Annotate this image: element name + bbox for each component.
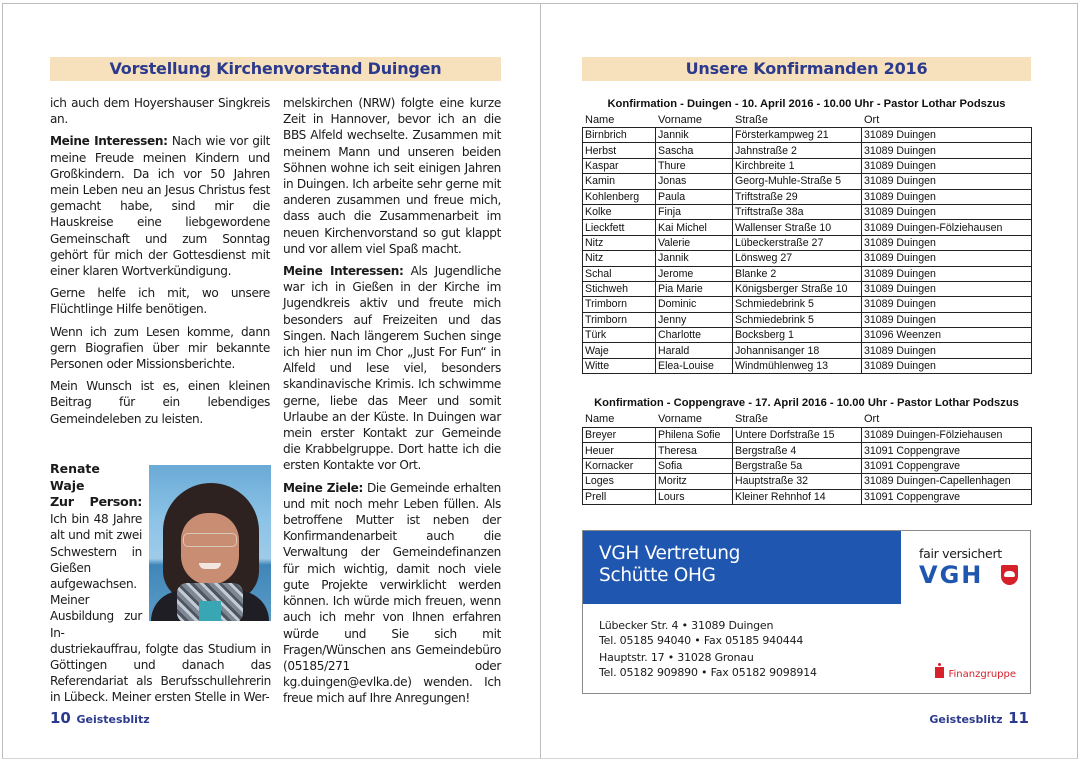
table-cell: Bergstraße 4 <box>733 443 862 458</box>
table-cell: Jerome <box>656 266 733 281</box>
table-duingen <box>582 127 1032 374</box>
table-cell: 31089 Duingen <box>862 343 1032 358</box>
table-row <box>583 343 1032 358</box>
table-cell: Jannik <box>656 128 733 143</box>
horse-shield-icon <box>1001 565 1018 585</box>
table-cell: 31089 Duingen-Fölziehausen <box>862 220 1032 235</box>
table-row <box>583 489 1032 504</box>
table-cell: 31089 Duingen <box>862 312 1032 327</box>
table-cell: Harald <box>656 343 733 358</box>
table-cell: 31089 Duingen <box>862 251 1032 266</box>
section-header-konfirmanden: Unsere Konfirmanden 2016 <box>582 57 1031 81</box>
table-cell: Witte <box>583 358 656 373</box>
table-cell: Paula <box>656 189 733 204</box>
table-cell: Lübeckerstraße 27 <box>733 235 862 250</box>
profile-text-narrow <box>50 494 142 641</box>
table-row <box>583 328 1032 343</box>
article-column-2 <box>283 95 501 713</box>
table-cell: 31089 Duingen-Capellenhagen <box>862 474 1032 489</box>
table-cell: Moritz <box>656 474 733 489</box>
table-cell: Kornacker <box>583 458 656 473</box>
table-cell: Jannik <box>656 251 733 266</box>
table-cell: Trimborn <box>583 312 656 327</box>
table-row <box>583 428 1032 443</box>
table-row <box>583 358 1032 373</box>
table-cell: Georg-Muhle-Straße 5 <box>733 174 862 189</box>
table-cell: Prell <box>583 489 656 504</box>
table-cell: Kaspar <box>583 158 656 173</box>
paragraph: Mein Wunsch ist es, einen kleinen Beitrag für ein lebendiges Gemeindeleben zu leisten. <box>50 379 270 426</box>
table-cell: Thure <box>656 158 733 173</box>
column-header: Vorname <box>658 114 703 126</box>
table-row <box>583 204 1032 219</box>
label-interests: Meine Interessen: <box>283 264 404 279</box>
label-goals: Meine Ziele: <box>283 480 363 495</box>
table-cell: Nitz <box>583 235 656 250</box>
table-cell: Charlotte <box>656 328 733 343</box>
table-row <box>583 266 1032 281</box>
table-cell: Theresa <box>656 443 733 458</box>
paragraph-interests <box>283 263 501 474</box>
table-cell: 31091 Coppengrave <box>862 489 1032 504</box>
paragraph-interests <box>50 133 270 279</box>
table-cell: 31096 Weenzen <box>862 328 1032 343</box>
sparkasse-s-icon <box>935 667 944 678</box>
vgh-logo: VGH <box>919 561 984 589</box>
ad-address-line: Hauptstr. 17 • 31028 Gronau <box>599 651 754 664</box>
paragraph-text: Die Gemeinde erhalten und mit noch mehr Leben füllen. Als betroffene Mutter ist neben der Konfirmandenarbeit auch die Verwaltung der Gemeindefinanzen für mich wichtig, damit noch viele gute Projekte verwirklicht werden können. Ich würde mich freuen, wenn auch ich mehr von Ihnen erfahren würde und Sie sich mit Fragen/Wünschen ans Gemeindebüro (05185/271 oder kg.duingen@evlka.de) wenden. Ich freue mich auf Ihre Anregungen! <box>283 480 501 706</box>
table-cell: Triftstraße 29 <box>733 189 862 204</box>
table-cell: Finja <box>656 204 733 219</box>
label-interests: Meine Interessen: <box>50 134 168 149</box>
table-cell: 31089 Duingen <box>862 143 1032 158</box>
table-cell: 31089 Duingen-Fölziehausen <box>862 428 1032 443</box>
table-cell: Lours <box>656 489 733 504</box>
paragraph-goals <box>283 480 501 707</box>
table-cell: Kamin <box>583 174 656 189</box>
table-cell: 31089 Duingen <box>862 358 1032 373</box>
ad-address-gronau <box>599 651 817 680</box>
table-row <box>583 458 1032 473</box>
table-cell: Jenny <box>656 312 733 327</box>
table-row <box>583 158 1032 173</box>
table-row <box>583 143 1032 158</box>
ad-company-line1: VGH Vertretung <box>599 543 741 564</box>
column-header: Name <box>585 114 615 126</box>
column-header: Vorname <box>658 413 703 425</box>
paragraph: melskirchen (NRW) folgte eine kurze Zeit in Hannover, bevor ich an die BBS Alfeld wechselte. Zusammen mit meinem Mann und unseren beiden Söhnen wohne ich seit einigen Jahren in Duingen. Ich arbeite sehr gerne mit anderen zusammen und freue mich, dass auch die Zusammenarbeit im neuen Kirchenvorstand so gut klappt und vor allem viel Spaß macht. <box>283 96 501 256</box>
table-cell: Trimborn <box>583 297 656 312</box>
table-cell: Elea-Louise <box>656 358 733 373</box>
table-cell: Birnbrich <box>583 128 656 143</box>
vgh-advertisement <box>582 530 1031 694</box>
table-cell: 31089 Duingen <box>862 158 1032 173</box>
table-cell: Königsberger Straße 10 <box>733 281 862 296</box>
table-cell: Schmiedebrink 5 <box>733 297 862 312</box>
table-row <box>583 312 1032 327</box>
table-cell: Pia Marie <box>656 281 733 296</box>
left-page <box>2 3 540 759</box>
table-coppengrave <box>582 427 1032 505</box>
page-footer-right <box>929 708 1029 727</box>
column-header: Ort <box>864 413 880 425</box>
table-cell: Schmiedebrink 5 <box>733 312 862 327</box>
table-cell: Wallenser Straße 10 <box>733 220 862 235</box>
table-row <box>583 235 1032 250</box>
table-cell: Herbst <box>583 143 656 158</box>
table-cell: Bocksberg 1 <box>733 328 862 343</box>
table-cell: 31089 Duingen <box>862 189 1032 204</box>
table-cell: Johannisanger 18 <box>733 343 862 358</box>
column-header: Straße <box>735 413 769 425</box>
table-cell: Sascha <box>656 143 733 158</box>
table-cell: Jahnstraße 2 <box>733 143 862 158</box>
label-person: Zur Person: <box>50 495 142 510</box>
ad-address-line: Lübecker Str. 4 • 31089 Duingen <box>599 619 774 632</box>
paragraph-text: Ich bin 48 Jahre alt und mit zwei Schwestern in Gießen aufgewachsen. Meiner Ausbildung zur In- <box>50 512 142 640</box>
magazine-name: Geistesblitz <box>76 713 150 726</box>
table-cell: Lieckfett <box>583 220 656 235</box>
table-title-duingen: Konfirmation - Duingen - 10. April 2016 - 10.00 Uhr - Pastor Lothar Podszus <box>607 98 1006 110</box>
page-footer-left <box>50 708 150 727</box>
table-cell: Lönsweg 27 <box>733 251 862 266</box>
section-header-kirchenvorstand: Vorstellung Kirchenvorstand Duingen <box>50 57 501 81</box>
article-column-1 <box>50 95 270 433</box>
table-cell: 31091 Coppengrave <box>862 458 1032 473</box>
table-cell: 31089 Duingen <box>862 128 1032 143</box>
ad-phone-line: Tel. 05182 909890 • Fax 05182 9098914 <box>599 665 817 679</box>
paragraph: Gerne helfe ich mit, wo unsere Flüchtlinge Hilfe benötigen. <box>50 286 270 317</box>
ad-phone-line: Tel. 05185 94040 • Fax 05185 940444 <box>599 633 804 647</box>
page-number: 10 <box>50 709 71 727</box>
table-row <box>583 297 1032 312</box>
profile-last-name: Waje <box>50 477 85 493</box>
column-header: Ort <box>864 114 880 126</box>
table-cell: Loges <box>583 474 656 489</box>
table-row <box>583 189 1032 204</box>
table-cell: Windmühlenweg 13 <box>733 358 862 373</box>
table-cell: Untere Dorfstraße 15 <box>733 428 862 443</box>
table-cell: Blanke 2 <box>733 266 862 281</box>
ad-slogan: fair versichert <box>919 546 1002 561</box>
magazine-name: Geistesblitz <box>929 713 1003 726</box>
table-cell: 31089 Duingen <box>862 174 1032 189</box>
table-row <box>583 128 1032 143</box>
table-cell: Kai Michel <box>656 220 733 235</box>
table-cell: Philena Sofie <box>656 428 733 443</box>
table-row <box>583 281 1032 296</box>
table-cell: Kolke <box>583 204 656 219</box>
page-number: 11 <box>1008 709 1029 727</box>
table-cell: Försterkampweg 21 <box>733 128 862 143</box>
column-header: Name <box>585 413 615 425</box>
table-row <box>583 220 1032 235</box>
table-cell: Hauptstraße 32 <box>733 474 862 489</box>
table-cell: Valerie <box>656 235 733 250</box>
paragraph-text: Nach wie vor gilt meine Freude meinen Kindern und Großkindern. Da ich vor 50 Jahren mein Leben neu an Jesus Christus fest gemacht habe, sind mir die Hauskreise eine liebgewordene Gemeinschaft und zum Sonntag gehört für mich der Gottesdienst mit einer klaren Wortverkündigung. <box>50 134 270 279</box>
table-cell: Jonas <box>656 174 733 189</box>
paragraph: ich auch dem Hoyershauser Singkreis an. <box>50 96 270 127</box>
table-cell: Waje <box>583 343 656 358</box>
table-cell: 31089 Duingen <box>862 266 1032 281</box>
table-cell: 31089 Duingen <box>862 297 1032 312</box>
table-cell: 31089 Duingen <box>862 281 1032 296</box>
table-cell: Kirchbreite 1 <box>733 158 862 173</box>
table-row <box>583 251 1032 266</box>
ad-company-line2: Schütte OHG <box>599 565 716 586</box>
table-cell: Triftstraße 38a <box>733 204 862 219</box>
ad-company-banner <box>583 531 901 604</box>
finanzgruppe-logo <box>935 667 1017 680</box>
table-cell: Sofia <box>656 458 733 473</box>
table-title-coppengrave: Konfirmation - Coppengrave - 17. April 2016 - 10.00 Uhr - Pastor Lothar Podszus <box>594 397 1019 409</box>
table-cell: Türk <box>583 328 656 343</box>
table-row <box>583 474 1032 489</box>
table-header-duingen <box>582 114 1031 126</box>
table-cell: Schal <box>583 266 656 281</box>
table-cell: Breyer <box>583 428 656 443</box>
table-cell: 31091 Coppengrave <box>862 443 1032 458</box>
profile-text <box>50 494 271 706</box>
table-cell: Heuer <box>583 443 656 458</box>
column-header: Straße <box>735 114 769 126</box>
table-cell: Nitz <box>583 251 656 266</box>
table-cell: Kleiner Rehnhof 14 <box>733 489 862 504</box>
table-row <box>583 443 1032 458</box>
table-cell: 31089 Duingen <box>862 235 1032 250</box>
ad-address-duingen <box>599 619 803 648</box>
table-cell: Dominic <box>656 297 733 312</box>
paragraph-text: Als Jugendliche war ich in Gießen in der Kirche im Jugendkreis aktiv und freute mich besonders auf Freizeiten und das Singen. Nach längerem Suchen singe ich hier nun im Chor „Just For Fun“ in Alfeld und lese viel, besonders skandinavische Krimis. Ich schwimme gerne, liebe das Meer und somit Urlaube an der Küste. In Duingen war mein erster Kontakt zur Gemeinde die Krabbelgruppe. Dort hatte ich die ersten Kontakte vor Ort. <box>283 264 501 473</box>
table-cell: Bergstraße 5a <box>733 458 862 473</box>
profile-text-full: dustriekauffrau, folgte das Studium in Göttingen und danach das Referendariat als Berufsschullehrerin in Lübeck. Meiner ersten Stelle in Wer- <box>50 641 271 705</box>
table-cell: Kohlenberg <box>583 189 656 204</box>
table-cell: 31089 Duingen <box>862 204 1032 219</box>
finanzgruppe-label: Finanzgruppe <box>948 669 1016 680</box>
right-page <box>540 3 1078 759</box>
table-row <box>583 174 1032 189</box>
table-cell: Stichweh <box>583 281 656 296</box>
paragraph: Wenn ich zum Lesen komme, dann gern Biografien über mir bekannte Personen oder Missionsberichte. <box>50 324 270 372</box>
table-header-coppengrave <box>582 413 1031 425</box>
profile-first-name: Renate <box>50 461 100 476</box>
